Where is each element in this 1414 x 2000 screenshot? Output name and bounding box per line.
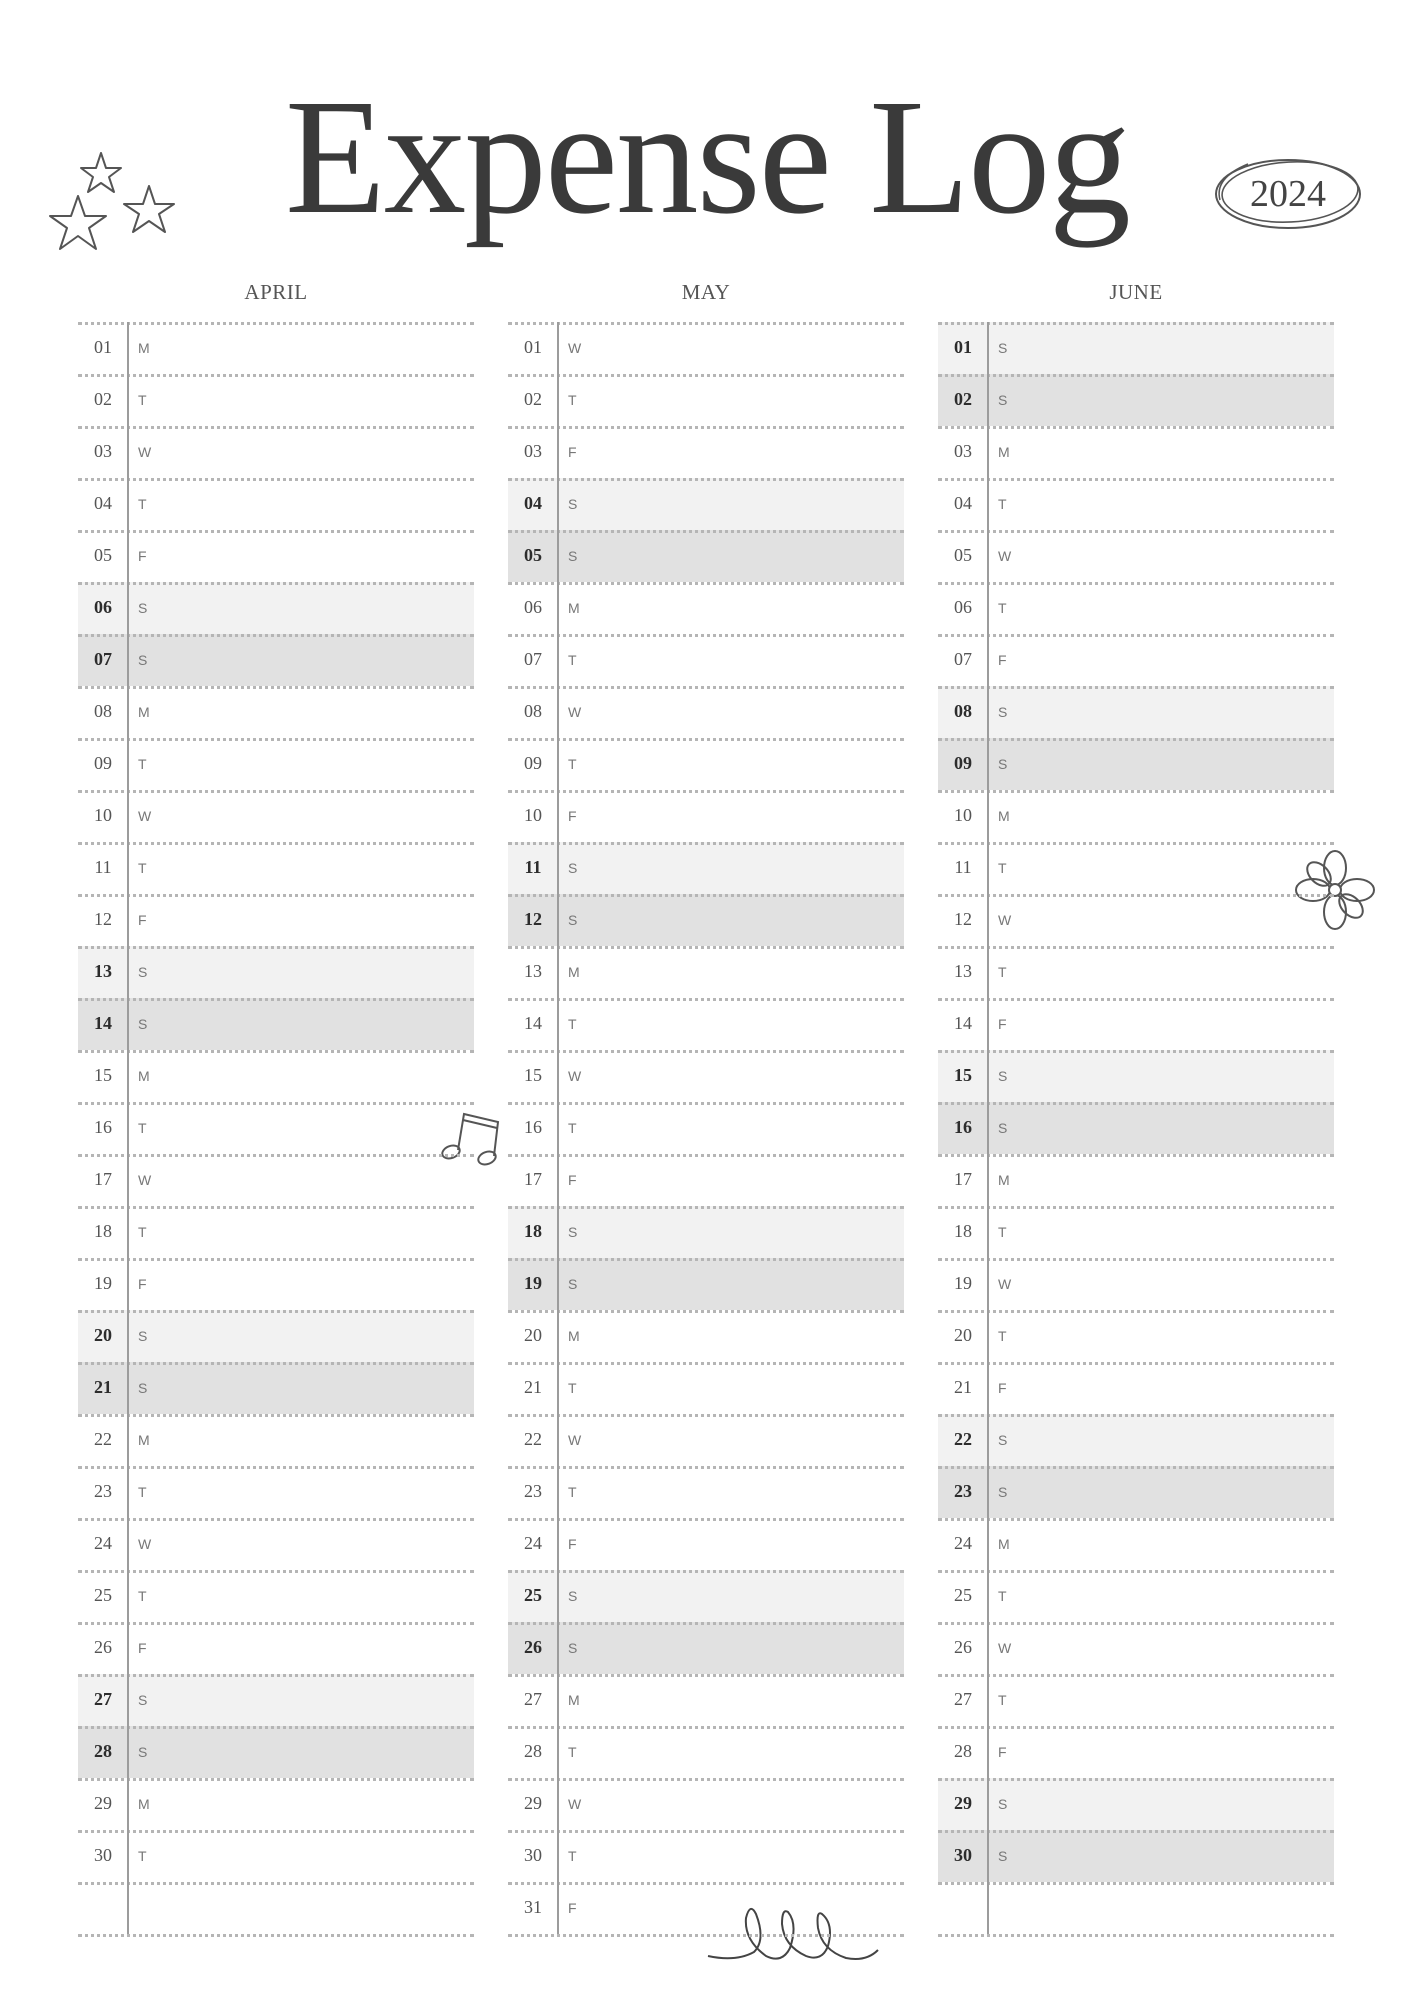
day-number: 30 — [524, 1845, 542, 1865]
day-row[interactable] — [938, 1674, 1334, 1726]
weekday-letter: S — [998, 392, 1008, 408]
day-row[interactable] — [508, 530, 904, 582]
day-number: 12 — [94, 909, 112, 929]
weekday-letter: M — [568, 964, 580, 980]
day-row[interactable] — [78, 842, 474, 894]
weekday-letter: S — [138, 1016, 148, 1032]
day-number: 23 — [94, 1481, 112, 1501]
day-number: 29 — [524, 1793, 542, 1813]
weekday-letter: M — [998, 808, 1010, 824]
month-label-june: JUNE — [1109, 280, 1163, 304]
day-row[interactable] — [938, 998, 1334, 1050]
weekday-letter: T — [998, 964, 1007, 980]
day-number: 04 — [954, 493, 972, 513]
day-number: 10 — [524, 805, 542, 825]
day-number: 29 — [94, 1793, 112, 1813]
day-number: 07 — [94, 649, 112, 669]
weekday-letter: S — [138, 1380, 148, 1396]
day-number: 22 — [94, 1429, 112, 1449]
weekday-letter: W — [998, 912, 1012, 928]
day-number: 05 — [94, 545, 112, 565]
weekday-letter: F — [998, 652, 1007, 668]
weekday-letter: T — [568, 392, 577, 408]
day-rows-june — [938, 322, 1334, 1937]
day-row[interactable] — [508, 1102, 904, 1154]
day-number: 03 — [94, 441, 112, 461]
day-row[interactable] — [508, 478, 904, 530]
day-number: 24 — [94, 1533, 112, 1553]
page-title: Expense Log — [284, 65, 1129, 248]
weekday-letter: M — [138, 1796, 150, 1812]
weekday-letter: S — [998, 1848, 1008, 1864]
day-row[interactable] — [938, 582, 1334, 634]
stars-doodle-icon — [44, 146, 184, 266]
day-row[interactable] — [508, 1310, 904, 1362]
day-row[interactable] — [78, 582, 474, 634]
weekday-letter: F — [998, 1380, 1007, 1396]
day-row[interactable] — [78, 1778, 474, 1830]
day-number: 23 — [954, 1481, 972, 1501]
weekday-letter: T — [138, 860, 147, 876]
day-row[interactable] — [78, 374, 474, 426]
day-row[interactable] — [78, 530, 474, 582]
day-number: 01 — [524, 337, 542, 357]
weekday-letter: T — [138, 392, 147, 408]
weekday-letter: W — [568, 1432, 582, 1448]
weekday-letter: F — [138, 912, 147, 928]
month-label-may: MAY — [681, 280, 731, 304]
day-row[interactable] — [508, 1726, 904, 1778]
day-row[interactable] — [508, 1518, 904, 1570]
day-number: 30 — [954, 1845, 972, 1865]
day-number: 18 — [94, 1221, 112, 1241]
weekday-letter: M — [998, 444, 1010, 460]
day-row[interactable] — [938, 1414, 1334, 1466]
day-rows-may — [508, 322, 904, 1937]
weekday-letter: T — [998, 860, 1007, 876]
day-row[interactable] — [78, 1570, 474, 1622]
day-number: 23 — [524, 1481, 542, 1501]
row-divider — [508, 1934, 904, 1937]
weekday-letter: M — [568, 600, 580, 616]
day-number: 19 — [94, 1273, 112, 1293]
day-row[interactable] — [508, 322, 904, 374]
day-number: 06 — [94, 597, 112, 617]
day-row[interactable] — [508, 374, 904, 426]
weekday-letter: W — [568, 1068, 582, 1084]
column-divider — [127, 322, 129, 1934]
day-row[interactable] — [508, 1622, 904, 1674]
day-row[interactable] — [508, 1466, 904, 1518]
weekday-letter: S — [568, 860, 578, 876]
weekday-letter: T — [568, 1484, 577, 1500]
column-divider — [987, 322, 989, 1934]
day-number: 14 — [524, 1013, 542, 1033]
day-row[interactable] — [508, 946, 904, 998]
day-number: 16 — [94, 1117, 112, 1137]
day-number: 28 — [954, 1741, 972, 1761]
column-divider — [557, 322, 559, 1934]
weekday-letter: W — [998, 1640, 1012, 1656]
day-row[interactable] — [938, 1310, 1334, 1362]
day-row[interactable] — [78, 1622, 474, 1674]
day-number: 24 — [954, 1533, 972, 1553]
day-number: 15 — [94, 1065, 112, 1085]
day-row[interactable] — [938, 686, 1334, 738]
day-number: 13 — [524, 961, 542, 981]
day-row[interactable] — [508, 582, 904, 634]
day-number: 08 — [954, 701, 972, 721]
day-row[interactable] — [78, 1726, 474, 1778]
day-row[interactable] — [78, 1518, 474, 1570]
day-row[interactable] — [938, 1154, 1334, 1206]
weekday-letter: T — [138, 1224, 147, 1240]
day-row[interactable] — [78, 738, 474, 790]
day-number: 20 — [524, 1325, 542, 1345]
weekday-letter: F — [998, 1016, 1007, 1032]
day-row[interactable] — [78, 1674, 474, 1726]
day-row[interactable] — [78, 790, 474, 842]
weekday-letter: W — [998, 1276, 1012, 1292]
day-row[interactable] — [938, 738, 1334, 790]
weekday-letter: S — [998, 1068, 1008, 1084]
day-number: 06 — [954, 597, 972, 617]
month-may — [508, 272, 904, 1942]
day-number: 19 — [524, 1273, 542, 1293]
weekday-letter: F — [568, 808, 577, 824]
weekday-letter: S — [998, 1796, 1008, 1812]
day-row[interactable] — [78, 1050, 474, 1102]
day-number: 01 — [954, 337, 972, 357]
day-number: 09 — [524, 753, 542, 773]
row-divider — [938, 1934, 1334, 1937]
weekday-letter: T — [568, 1380, 577, 1396]
day-row[interactable] — [508, 738, 904, 790]
day-number: 05 — [524, 545, 542, 565]
day-number: 02 — [524, 389, 542, 409]
day-number: 31 — [524, 1897, 542, 1917]
day-row[interactable] — [938, 1570, 1334, 1622]
day-row[interactable] — [78, 634, 474, 686]
weekday-letter: W — [138, 444, 152, 460]
weekday-letter: W — [138, 808, 152, 824]
day-number: 22 — [524, 1429, 542, 1449]
day-number: 15 — [954, 1065, 972, 1085]
day-number: 27 — [94, 1689, 112, 1709]
day-row[interactable] — [508, 634, 904, 686]
weekday-letter: T — [998, 1328, 1007, 1344]
weekday-letter: F — [998, 1744, 1007, 1760]
day-row[interactable] — [938, 1518, 1334, 1570]
weekday-letter: T — [138, 1848, 147, 1864]
weekday-letter: S — [568, 1276, 578, 1292]
year-badge — [1208, 148, 1368, 238]
day-row[interactable] — [78, 1102, 474, 1154]
day-row[interactable] — [78, 894, 474, 946]
weekday-letter: T — [998, 600, 1007, 616]
weekday-letter: F — [568, 1536, 577, 1552]
day-row[interactable] — [938, 478, 1334, 530]
day-number: 20 — [94, 1325, 112, 1345]
day-row[interactable] — [938, 1102, 1334, 1154]
day-number: 16 — [954, 1117, 972, 1137]
weekday-letter: T — [568, 1016, 577, 1032]
day-row[interactable] — [938, 842, 1334, 894]
weekday-letter: S — [568, 1588, 578, 1604]
day-row[interactable] — [78, 998, 474, 1050]
day-number: 17 — [954, 1169, 972, 1189]
day-row[interactable] — [508, 1674, 904, 1726]
day-row[interactable] — [508, 1570, 904, 1622]
day-number: 25 — [954, 1585, 972, 1605]
weekday-letter: S — [138, 1744, 148, 1760]
day-number: 04 — [94, 493, 112, 513]
day-row[interactable] — [78, 1154, 474, 1206]
day-row[interactable] — [508, 1206, 904, 1258]
weekday-letter: S — [568, 912, 578, 928]
weekday-letter: T — [998, 1692, 1007, 1708]
weekday-letter: T — [138, 1588, 147, 1604]
day-row[interactable] — [508, 1778, 904, 1830]
weekday-letter: W — [568, 340, 582, 356]
weekday-letter: S — [138, 964, 148, 980]
weekday-letter: M — [138, 340, 150, 356]
day-row[interactable] — [938, 374, 1334, 426]
day-number: 25 — [524, 1585, 542, 1605]
weekday-letter: T — [568, 1744, 577, 1760]
day-row[interactable] — [938, 790, 1334, 842]
day-number: 26 — [524, 1637, 542, 1657]
weekday-letter: T — [568, 652, 577, 668]
day-row[interactable] — [78, 322, 474, 374]
month-label-april: APRIL — [244, 280, 308, 304]
day-number: 09 — [954, 753, 972, 773]
weekday-letter: S — [568, 1640, 578, 1656]
day-row[interactable] — [78, 686, 474, 738]
weekday-letter: W — [998, 548, 1012, 564]
day-number: 26 — [94, 1637, 112, 1657]
day-number: 26 — [954, 1637, 972, 1657]
day-row[interactable] — [78, 1414, 474, 1466]
day-row[interactable] — [938, 322, 1334, 374]
day-number: 02 — [94, 389, 112, 409]
weekday-letter: W — [138, 1172, 152, 1188]
day-number: 13 — [94, 961, 112, 981]
weekday-letter: M — [138, 704, 150, 720]
day-row[interactable] — [938, 1726, 1334, 1778]
day-number: 14 — [954, 1013, 972, 1033]
row-divider — [78, 1934, 474, 1937]
day-number: 12 — [954, 909, 972, 929]
day-row[interactable] — [78, 946, 474, 998]
weekday-letter: T — [138, 496, 147, 512]
day-number: 18 — [524, 1221, 542, 1241]
weekday-letter: M — [998, 1172, 1010, 1188]
weekday-letter: F — [568, 1900, 577, 1916]
day-row[interactable] — [938, 1778, 1334, 1830]
day-number: 08 — [94, 701, 112, 721]
day-row[interactable] — [508, 1882, 904, 1934]
day-number: 16 — [524, 1117, 542, 1137]
weekday-letter: T — [138, 1120, 147, 1136]
day-number: 17 — [524, 1169, 542, 1189]
day-number: 11 — [524, 857, 542, 877]
weekday-letter: T — [138, 756, 147, 772]
day-number: 06 — [524, 597, 542, 617]
day-number: 21 — [94, 1377, 112, 1397]
weekday-letter: W — [138, 1536, 152, 1552]
weekday-letter: S — [138, 600, 148, 616]
weekday-letter: M — [138, 1068, 150, 1084]
day-row[interactable] — [938, 1206, 1334, 1258]
weekday-letter: S — [568, 496, 578, 512]
day-number: 13 — [954, 961, 972, 981]
day-number: 27 — [524, 1689, 542, 1709]
day-row[interactable] — [508, 790, 904, 842]
day-number: 11 — [954, 857, 972, 877]
day-number: 28 — [524, 1741, 542, 1761]
day-number: 28 — [94, 1741, 112, 1761]
weekday-letter: S — [998, 1120, 1008, 1136]
day-number: 07 — [954, 649, 972, 669]
weekday-letter: F — [568, 1172, 577, 1188]
day-rows-april — [78, 322, 474, 1937]
day-row[interactable] — [78, 1830, 474, 1882]
weekday-letter: S — [138, 1692, 148, 1708]
weekday-letter: S — [138, 1328, 148, 1344]
day-number: 02 — [954, 389, 972, 409]
weekday-letter: T — [998, 1224, 1007, 1240]
day-row[interactable] — [78, 1258, 474, 1310]
day-number: 19 — [954, 1273, 972, 1293]
weekday-letter: S — [998, 340, 1008, 356]
day-number: 25 — [94, 1585, 112, 1605]
day-row[interactable] — [508, 1154, 904, 1206]
day-row[interactable] — [938, 634, 1334, 686]
year-label: 2024 — [1250, 173, 1326, 215]
day-row[interactable] — [508, 1258, 904, 1310]
day-row[interactable] — [938, 1830, 1334, 1882]
weekday-letter: F — [138, 1276, 147, 1292]
weekday-letter: F — [138, 1640, 147, 1656]
weekday-letter: M — [138, 1432, 150, 1448]
day-row[interactable] — [938, 1050, 1334, 1102]
day-number: 21 — [524, 1377, 542, 1397]
weekday-letter: M — [568, 1692, 580, 1708]
day-row[interactable] — [508, 686, 904, 738]
weekday-letter: T — [998, 496, 1007, 512]
day-row[interactable] — [938, 946, 1334, 998]
month-april — [78, 272, 474, 1942]
weekday-letter: W — [568, 1796, 582, 1812]
weekday-letter: T — [138, 1484, 147, 1500]
day-number: 21 — [954, 1377, 972, 1397]
day-number: 09 — [94, 753, 112, 773]
weekday-letter: M — [998, 1536, 1010, 1552]
day-number: 08 — [524, 701, 542, 721]
day-row[interactable] — [78, 1882, 474, 1934]
day-row[interactable] — [938, 1362, 1334, 1414]
weekday-letter: S — [998, 704, 1008, 720]
day-number: 27 — [954, 1689, 972, 1709]
day-row[interactable] — [508, 1362, 904, 1414]
day-number: 20 — [954, 1325, 972, 1345]
day-row[interactable] — [508, 842, 904, 894]
day-row[interactable] — [78, 478, 474, 530]
day-number: 15 — [524, 1065, 542, 1085]
weekday-letter: S — [998, 1484, 1008, 1500]
day-row[interactable] — [78, 1362, 474, 1414]
day-row[interactable] — [508, 1050, 904, 1102]
weekday-letter: W — [568, 704, 582, 720]
day-number: 18 — [954, 1221, 972, 1241]
day-row[interactable] — [938, 426, 1334, 478]
day-number: 17 — [94, 1169, 112, 1189]
day-number: 29 — [954, 1793, 972, 1813]
weekday-letter: T — [568, 756, 577, 772]
day-number: 22 — [954, 1429, 972, 1449]
day-row[interactable] — [508, 894, 904, 946]
day-number: 03 — [524, 441, 542, 461]
day-number: 10 — [954, 805, 972, 825]
day-number: 14 — [94, 1013, 112, 1033]
day-row[interactable] — [938, 1466, 1334, 1518]
day-row[interactable] — [78, 1310, 474, 1362]
day-number: 01 — [94, 337, 112, 357]
day-number: 11 — [94, 857, 112, 877]
day-number: 10 — [94, 805, 112, 825]
weekday-letter: M — [568, 1328, 580, 1344]
day-number: 30 — [94, 1845, 112, 1865]
day-row[interactable] — [508, 1830, 904, 1882]
day-number: 24 — [524, 1533, 542, 1553]
day-row[interactable] — [938, 1882, 1334, 1934]
day-row[interactable] — [78, 1206, 474, 1258]
weekday-letter: S — [998, 756, 1008, 772]
day-number: 07 — [524, 649, 542, 669]
day-number: 03 — [954, 441, 972, 461]
day-number: 05 — [954, 545, 972, 565]
day-row[interactable] — [938, 1258, 1334, 1310]
weekday-letter: F — [568, 444, 577, 460]
day-row[interactable] — [78, 1466, 474, 1518]
day-row[interactable] — [508, 1414, 904, 1466]
weekday-letter: S — [138, 652, 148, 668]
weekday-letter: T — [568, 1848, 577, 1864]
day-row[interactable] — [938, 530, 1334, 582]
day-row[interactable] — [508, 426, 904, 478]
day-number: 04 — [524, 493, 542, 513]
month-june — [938, 272, 1334, 1942]
weekday-letter: S — [568, 1224, 578, 1240]
day-row[interactable] — [78, 426, 474, 478]
day-row[interactable] — [938, 1622, 1334, 1674]
weekday-letter: S — [998, 1432, 1008, 1448]
weekday-letter: F — [138, 548, 147, 564]
day-row[interactable] — [508, 998, 904, 1050]
weekday-letter: S — [568, 548, 578, 564]
day-number: 12 — [524, 909, 542, 929]
weekday-letter: T — [568, 1120, 577, 1136]
weekday-letter: T — [998, 1588, 1007, 1604]
day-row[interactable] — [938, 894, 1334, 946]
